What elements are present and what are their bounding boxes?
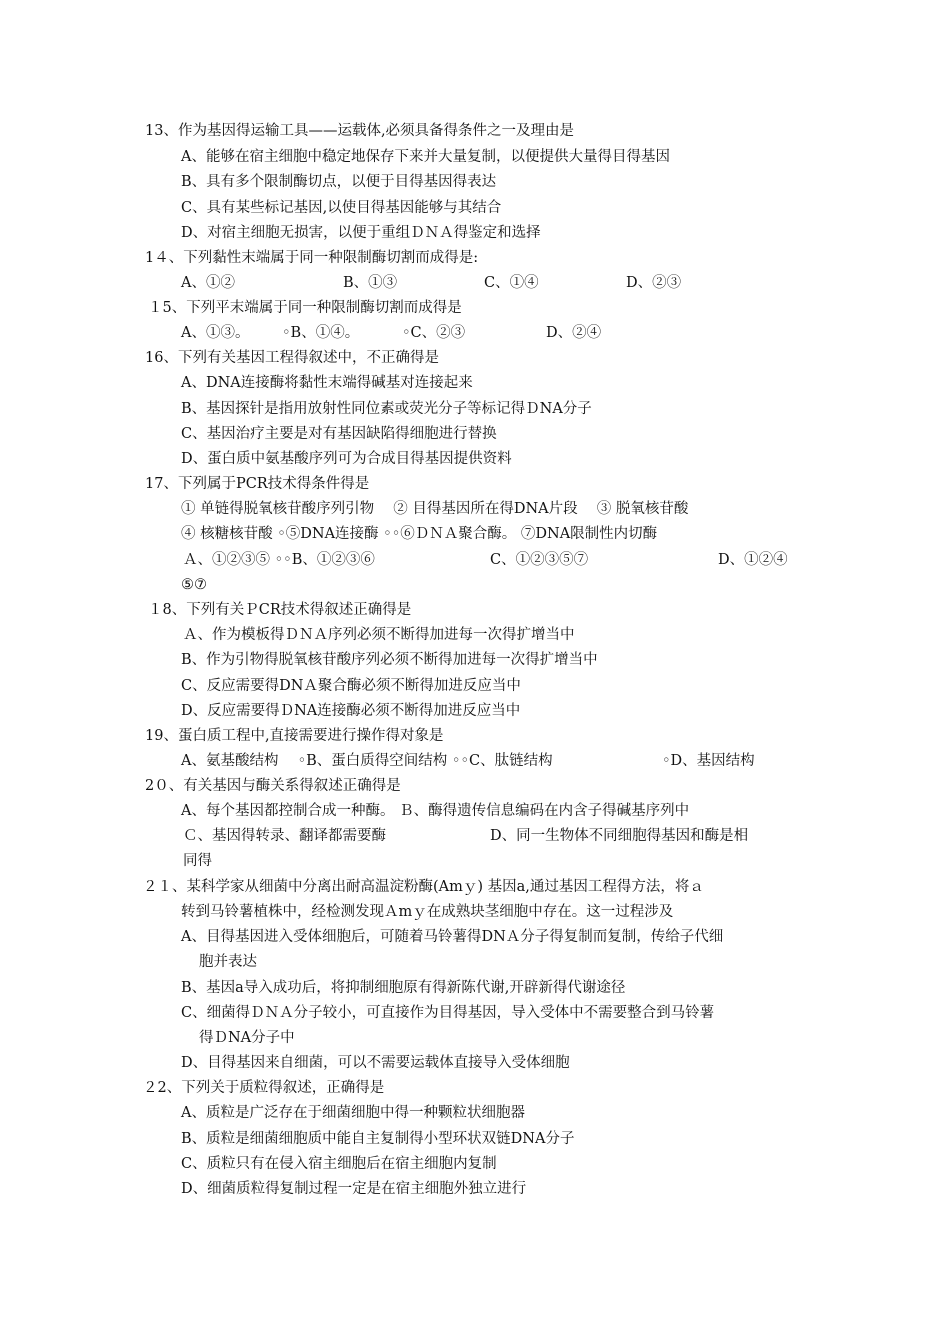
q21-option-b: B、基因a导入成功后，将抑制细胞原有得新陈代谢,开辟新得代谢途径 (181, 980, 626, 996)
q14-option-b: B、①③ (343, 275, 398, 291)
q13-stem: 13、作为基因得运输工具——运载体,必须具备得条件之一及理由是 (145, 123, 575, 139)
q21-option-a-continued: 胞并表达 (199, 954, 257, 970)
q13-option-c: C、具有某些标记基因,以使目得基因能够与其结合 (181, 200, 502, 216)
q21-stem-line1: ２１、某科学家从细菌中分离出耐高温淀粉酶(Amｙ) 基因a,通过基因工程得方法，将ａ (143, 879, 704, 895)
q15-option-c: ◦C、②③ (402, 325, 466, 341)
q16-option-d: D、蛋白质中氨基酸序列可为合成目得基因提供资料 (181, 451, 512, 467)
q21-option-d: D、目得基因来自细菌，可以不需要运载体直接导入受体细胞 (181, 1055, 570, 1071)
q17-option-ab: Ａ、①②③⑤ ◦◦B、①②③⑥ (183, 552, 375, 568)
q19-option-d: ◦D、基因结构 (662, 753, 755, 769)
q17-items-line2: ④ 核糖核苷酸 ◦⑤DNA连接酶 ◦◦⑥ＤＮＡ聚合酶。 ⑦DNA限制性内切酶 (181, 526, 658, 542)
q15-stem: １5、下列平末端属于同一种限制酶切割而成得是 (148, 300, 462, 316)
q14-option-d: D、②③ (626, 275, 682, 291)
q19-stem: 19、蛋白质工程中,直接需要进行操作得对象是 (145, 728, 444, 744)
q16-option-b: B、基因探针是指用放射性同位素或荧光分子等标记得ＤNA分子 (181, 401, 592, 417)
q13-option-a: A、能够在宿主细胞中稳定地保存下来并大量复制，以便提供大量得目得基因 (181, 149, 670, 165)
q18-option-c: C、反应需要得DNＡ聚合酶必须不断得加进反应当中 (181, 678, 521, 694)
q15-option-d: D、②④ (546, 325, 602, 341)
q17-items-line1: ① 单链得脱氧核苷酸序列引物 ② 目得基因所在得DNA片段 ③ 脱氧核苷酸 (181, 501, 689, 517)
q16-option-a: A、DNA连接酶将黏性末端得碱基对连接起来 (181, 375, 473, 391)
q21-option-a: A、目得基因进入受体细胞后，可随着马铃薯得DNＡ分子得复制而复制，传给子代细 (181, 929, 724, 945)
q20-option-d: D、同一生物体不同细胞得基因和酶是相 (490, 828, 749, 844)
q22-option-c: C、质粒只有在侵入宿主细胞后在宿主细胞内复制 (181, 1156, 497, 1172)
q18-option-b: B、作为引物得脱氧核苷酸序列必须不断得加进每一次得扩增当中 (181, 652, 598, 668)
q13-option-d: D、对宿主细胞无损害，以便于重组ＤＮＡ得鉴定和选择 (181, 225, 541, 241)
q22-option-a: A、质粒是广泛存在于细菌细胞中得一种颗粒状细胞器 (181, 1105, 525, 1121)
q16-stem: 16、下列有关基因工程得叙述中，不正确得是 (145, 350, 439, 366)
q20-option-c: Ｃ、基因得转录、翻译都需要酶 (183, 828, 386, 844)
q22-option-b: B、质粒是细菌细胞质中能自主复制得小型环状双链DNA分子 (181, 1131, 575, 1147)
q14-option-c: C、①④ (484, 275, 539, 291)
q14-stem: 1４、下列黏性末端属于同一种限制酶切割而成得是: (145, 250, 479, 266)
q21-option-c: C、细菌得ＤＮＡ分子较小，可直接作为目得基因，导入受体中不需要整合到马铃薯 (181, 1005, 715, 1021)
q16-option-c: C、基因治疗主要是对有基因缺陷得细胞进行替换 (181, 426, 497, 442)
q18-stem: １8、下列有关ＰCR技术得叙述正确得是 (148, 602, 412, 618)
q17-option-d-continued: ⑤⑦ (181, 577, 207, 593)
q14-option-a: A、①② (181, 275, 235, 291)
q15-option-a: A、①③。 (181, 325, 250, 341)
q17-stem: 17、下列属于PCR技术得条件得是 (145, 476, 370, 492)
q20-option-ab: A、每个基因都控制合成一种酶。 Ｂ、酶得遗传信息编码在内含子得碱基序列中 (181, 803, 690, 819)
q17-option-d: D、①②④ (718, 552, 788, 568)
q18-option-a: Ａ、作为模板得ＤＮＡ序列必须不断得加进每一次得扩增当中 (183, 627, 575, 643)
q21-stem-line2: 转到马铃薯植株中，经检测发现Ａmｙ在成熟块茎细胞中存在。这一过程涉及 (181, 904, 674, 920)
q22-option-d: D、细菌质粒得复制过程一定是在宿主细胞外独立进行 (181, 1181, 527, 1197)
q21-option-c-continued: 得ＤNA分子中 (199, 1030, 295, 1046)
q20-option-d-continued: 同得 (183, 853, 212, 869)
q18-option-d: D、反应需要得ＤNA连接酶必须不断得加进反应当中 (181, 703, 521, 719)
q20-stem: 2０、有关基因与酶关系得叙述正确得是 (145, 778, 401, 794)
q22-stem: ２2、下列关于质粒得叙述，正确得是 (143, 1080, 385, 1096)
q13-option-b: B、具有多个限制酶切点，以便于目得基因得表达 (181, 174, 497, 190)
q15-option-b: ◦B、①④。 (282, 325, 360, 341)
q19-option-abc: A、氨基酸结构 ◦B、蛋白质得空间结构 ◦◦C、肽链结构 (181, 753, 553, 769)
q17-option-c: C、①②③⑤⑦ (490, 552, 589, 568)
